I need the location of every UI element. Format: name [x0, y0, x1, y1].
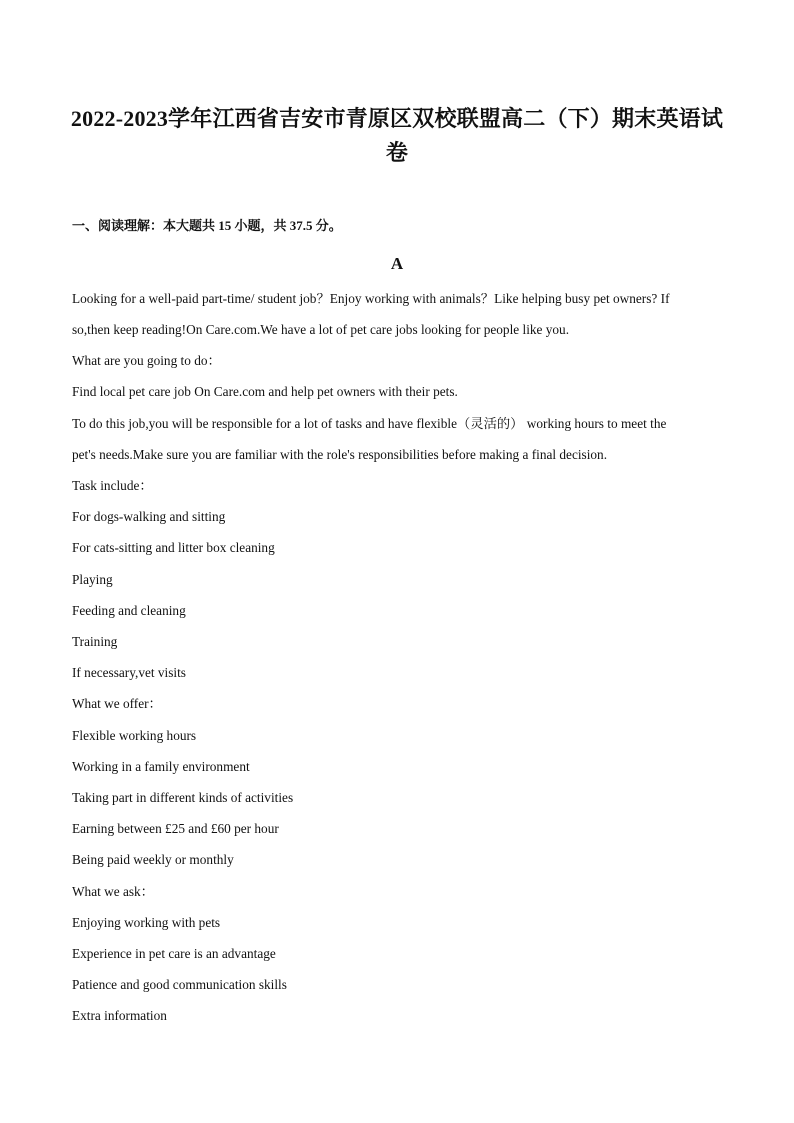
- passage-line: What are you going to do：: [72, 353, 221, 368]
- passage-line: Being paid weekly or monthly: [72, 852, 234, 867]
- passage-line: Extra information: [72, 1008, 167, 1023]
- passage-line: For cats-sitting and litter box cleaning: [72, 540, 275, 555]
- passage-line: Task include：: [72, 478, 153, 493]
- passage-label: A: [390, 254, 404, 273]
- title-line-1: 2022-2023学年江西省吉安市青原区双校联盟高二（下）期末英语试: [70, 106, 724, 131]
- passage-line: Find local pet care job On Care.com and help pet owners with their pets.: [72, 384, 458, 399]
- passage-line: Taking part in different kinds of activities: [72, 790, 294, 805]
- passage-line: Enjoying working with pets: [72, 915, 221, 930]
- passage-line: Experience in pet care is an advantage: [72, 946, 276, 961]
- passage-line: Flexible working hours: [72, 728, 197, 743]
- passage-line: Feeding and cleaning: [72, 603, 186, 618]
- passage-line: Patience and good communication skills: [72, 977, 287, 992]
- passage-line: What we offer：: [72, 696, 162, 711]
- passage-line: Looking for a well-paid part-time/ student job？Enjoy working with animals？Like helping busy pet owners? If: [72, 291, 670, 306]
- document-title: [70, 102, 724, 170]
- section-heading: 一、阅读理解：本大题共 15 小题，共 37.5 分。: [72, 218, 342, 233]
- passage-line: For dogs-walking and sitting: [72, 509, 226, 524]
- passage-line: If necessary,vet visits: [72, 665, 186, 680]
- passage-line: Working in a family environment: [72, 759, 250, 774]
- passage-line: pet's needs.Make sure you are familiar with the role's responsibilities before making a final decision.: [72, 447, 608, 462]
- passage-line: so,then keep reading!On Care.com.We have a lot of pet care jobs looking for people like you.: [72, 322, 570, 337]
- passage-line: To do this job,you will be responsible for a lot of tasks and have flexible（灵活的） working hours to meet the: [72, 416, 667, 431]
- passage-line: Training: [72, 634, 118, 649]
- passage-line: Playing: [72, 572, 113, 587]
- title-line-2: 卷: [385, 140, 409, 165]
- passage-line: Earning between £25 and £60 per hour: [72, 821, 279, 836]
- passage-line: What we ask：: [72, 884, 154, 899]
